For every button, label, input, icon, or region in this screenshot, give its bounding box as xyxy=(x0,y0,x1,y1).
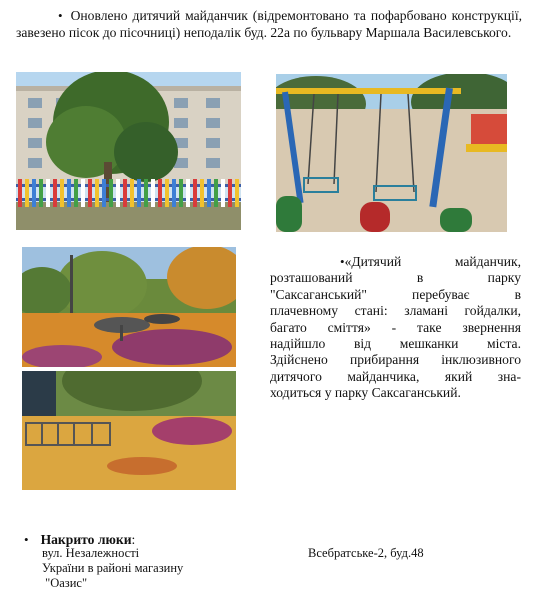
item1-paragraph xyxy=(16,7,522,41)
item1-text: Оновлено дитячий майданчик (відремонтовано та пофарбовано конструкції, завезено пісок до пісочниці) неподалік буд. 22а по бульвару Маршала Василевського. xyxy=(16,8,522,40)
item2-line: надійшло від мешканки міста. xyxy=(270,336,521,352)
item2-paragraph xyxy=(270,254,521,402)
address-line: України в районі магазину xyxy=(42,561,184,575)
playground-photo-swings xyxy=(276,74,507,232)
item2-line: ходиться у парку Саксаганський. xyxy=(270,385,461,401)
item3-heading: • Накрито люки: xyxy=(24,532,136,547)
hatches-heading: Накрито люки xyxy=(40,532,132,547)
item2-line xyxy=(270,254,521,270)
item2-line-text: «Дитячий майданчик, xyxy=(344,254,521,269)
item2-line: багато сміття» - таке звернення xyxy=(270,319,521,335)
bullet-icon: • xyxy=(58,8,63,23)
item2-line: розташований в парку xyxy=(270,270,521,286)
item2-line: дитячого майданчика, який зна- xyxy=(270,368,521,384)
item2-line: плачевному стані: зламані гойдалки, xyxy=(270,303,521,319)
address-line: "Оазис" xyxy=(42,576,88,590)
bullet-icon: • xyxy=(340,254,345,269)
address-line: вул. Незалежності xyxy=(42,546,140,560)
park-playground-photo-top xyxy=(22,247,236,367)
hatches-address-left xyxy=(42,546,183,591)
hatches-address-right: Всебратське-2, буд.48 xyxy=(308,546,424,560)
park-playground-photo-bottom xyxy=(22,371,236,490)
item2-line: "Саксаганський" перебуває в xyxy=(270,286,521,302)
playground-photo-apartments xyxy=(16,72,241,230)
bullet-icon: • xyxy=(24,532,29,547)
item2-line: Здійснено прибирання інклюзивного xyxy=(270,352,521,368)
